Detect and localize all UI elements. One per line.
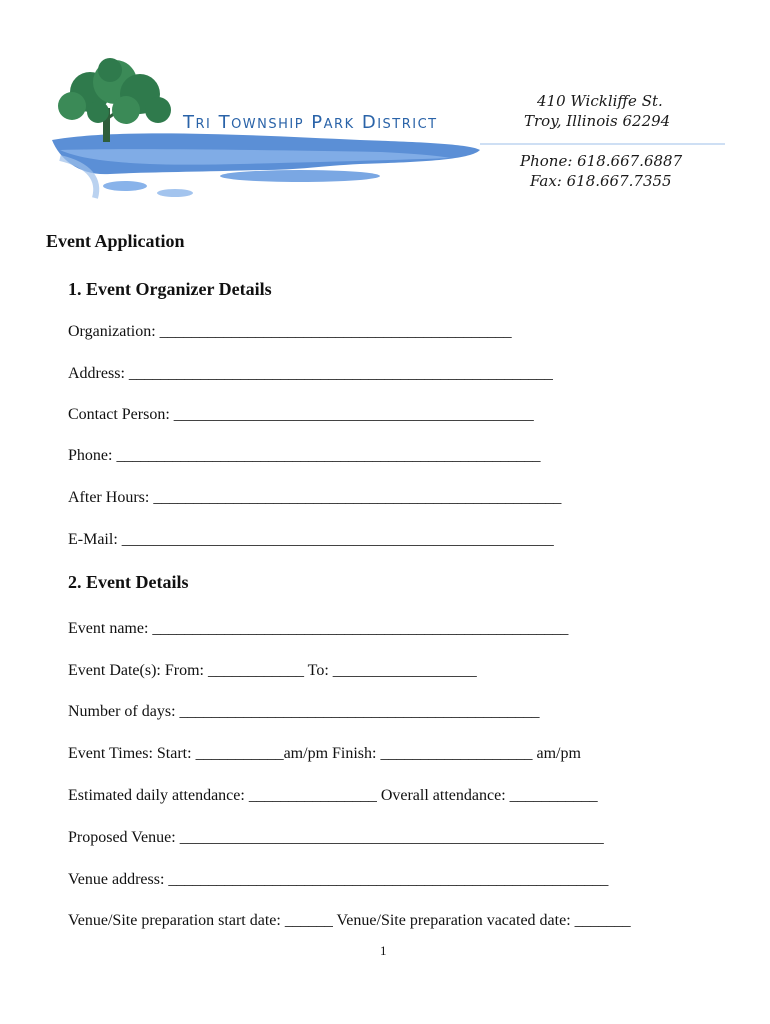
- phone-number: Phone: 618.667.6887: [520, 152, 683, 170]
- section-organizer-title: 1. Event Organizer Details: [68, 279, 272, 299]
- address-line-2: Troy, Illinois 62294: [524, 112, 671, 130]
- field-after-hours[interactable]: After Hours: ___________________________________________________: [68, 489, 562, 506]
- field-address[interactable]: Address: _____________________________________________________: [68, 365, 553, 382]
- field-venue-address[interactable]: Venue address: _______________________________________________________: [68, 871, 609, 888]
- fax-number: Fax: 618.667.7355: [530, 172, 672, 190]
- field-email[interactable]: E-Mail: ______________________________________________________: [68, 531, 554, 548]
- field-attendance[interactable]: Estimated daily attendance: ________________ Overall attendance: ___________: [68, 787, 598, 804]
- field-phone[interactable]: Phone: _____________________________________________________: [68, 447, 541, 464]
- tree-illustration: [58, 58, 171, 142]
- field-event-times[interactable]: Event Times: Start: ___________am/pm Finish: ___________________ am/pm: [68, 745, 581, 762]
- field-contact-person[interactable]: Contact Person: _____________________________________________: [68, 406, 534, 423]
- lake-illustration: [52, 133, 480, 198]
- section-event-details-title: 2. Event Details: [68, 572, 189, 592]
- field-organization[interactable]: Organization: ____________________________________________: [68, 323, 512, 340]
- org-name: Tri Township Park District: [183, 112, 438, 133]
- field-event-name[interactable]: Event name: ____________________________________________________: [68, 620, 569, 637]
- field-number-of-days[interactable]: Number of days: _____________________________________________: [68, 703, 540, 720]
- page-number: 1: [380, 943, 387, 958]
- field-proposed-venue[interactable]: Proposed Venue: _____________________________________________________: [68, 829, 604, 846]
- field-event-dates[interactable]: Event Date(s): From: ____________ To: __________________: [68, 662, 477, 679]
- address-line-1: 410 Wickliffe St.: [537, 92, 663, 110]
- document-title: Event Application: [46, 231, 185, 251]
- field-venue-preparation-dates[interactable]: Venue/Site preparation start date: ______ Venue/Site preparation vacated date: _______: [68, 912, 631, 929]
